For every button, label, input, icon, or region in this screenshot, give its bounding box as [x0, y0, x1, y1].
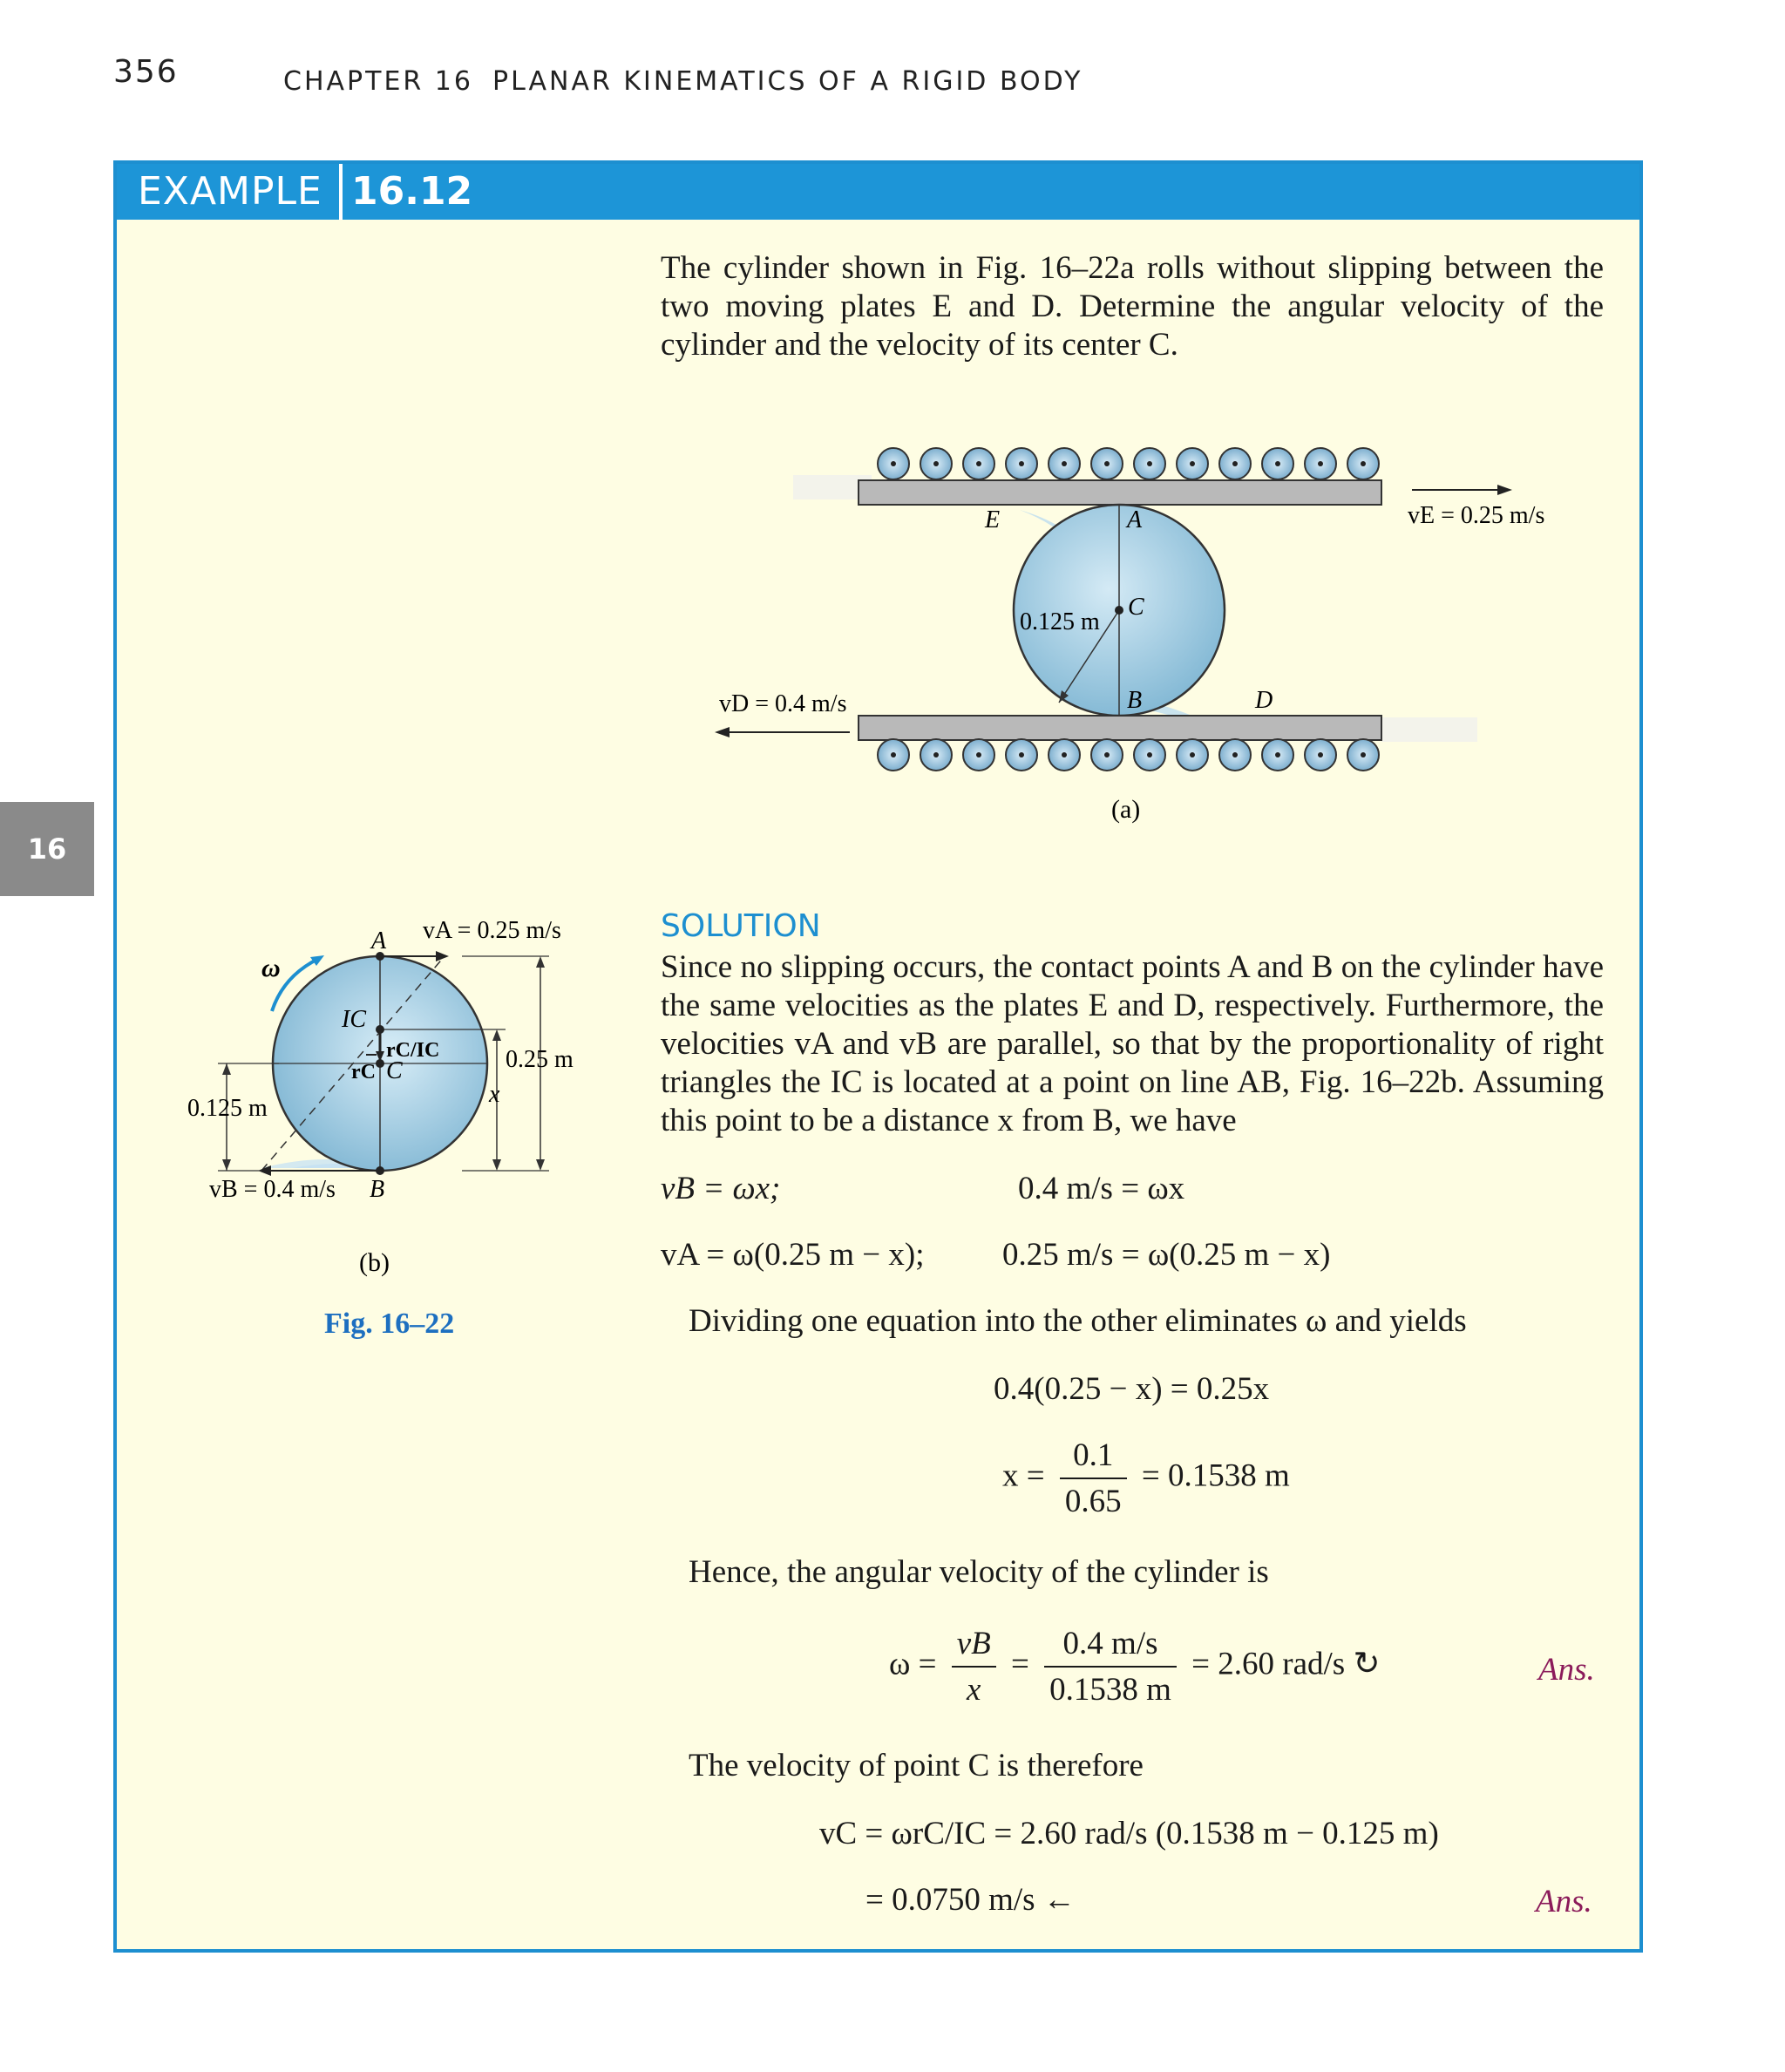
example-title-bar [117, 164, 1639, 220]
equation-5-fraction-1 [952, 1625, 996, 1709]
page-number: 356 [113, 54, 179, 90]
equation-1-left: vB = ωx; [661, 1171, 781, 1206]
fig-b-omega: ω [261, 954, 281, 982]
fig-a-vE: vE = 0.25 m/s [1408, 502, 1545, 529]
equation-4-rhs: = 0.1538 m [1141, 1457, 1290, 1494]
equation-4-fraction [1060, 1437, 1127, 1520]
chapter-label: CHAPTER 16 [283, 66, 473, 97]
answer-label-1: Ans. [1538, 1652, 1595, 1688]
figure-label: Fig. 16–22 [324, 1308, 455, 1340]
equation-2-right: 0.25 m/s = ω(0.25 m − x) [1002, 1237, 1331, 1273]
fig-b-rCIC: rC/IC [386, 1039, 440, 1062]
equation-2-left: vA = ω(0.25 m − x); [661, 1237, 925, 1273]
equation-7: = 0.0750 m/s ← [865, 1882, 1076, 1918]
fig-a-caption: (a) [1111, 795, 1141, 824]
solution-paragraph-2: Dividing one equation into the other eliminates ω and yields [689, 1303, 1467, 1339]
equation-5-rhs: = 2.60 rad/s ↻ [1191, 1646, 1381, 1682]
fig-b-dim-025: 0.25 m [506, 1046, 574, 1073]
fig-b-label-A: A [371, 927, 387, 954]
fig-b-caption: (b) [359, 1248, 390, 1277]
answer-label-2: Ans. [1536, 1884, 1592, 1919]
fig-b-vB: vB = 0.4 m/s [209, 1176, 336, 1203]
fig-b-label-B: B [370, 1176, 385, 1203]
fig-b-rC: rC [351, 1061, 376, 1084]
equation-6: vC = ωrC/IC = 2.60 rad/s (0.1538 m − 0.125 m) [819, 1816, 1439, 1851]
equation-5-den-1: x [967, 1672, 981, 1708]
fig-b-vA: vA = 0.25 m/s [423, 917, 561, 944]
solution-heading: SOLUTION [661, 908, 821, 944]
fig-a-label-A: A [1127, 506, 1143, 533]
equation-5-den-2: 0.1538 m [1049, 1672, 1171, 1708]
equation-3: 0.4(0.25 − x) = 0.25x [994, 1371, 1270, 1407]
fig-b-label-C: C [386, 1057, 403, 1084]
equation-5-fraction-2 [1044, 1625, 1177, 1709]
chapter-side-tab: 16 [0, 802, 94, 896]
solution-paragraph-1: Since no slipping occurs, the contact points A and B on the cylinder have the same velocities as the plates E and D, respectively. Furthermore, the velocities vA and vB are parallel, so that by the proportionality of right triangles the IC is located at a point on line AB, Fig. 16–22b. Assuming this point to be a distance x from B, we have [661, 949, 1604, 1138]
equation-4-denominator: 0.65 [1064, 1484, 1122, 1519]
solution-paragraph-3: Hence, the angular velocity of the cylinder is [689, 1554, 1269, 1590]
equation-1-right: 0.4 m/s = ωx [1018, 1171, 1185, 1206]
bottom-rollers [878, 739, 1379, 771]
equation-5-num-2: 0.4 m/s [1044, 1625, 1177, 1668]
problem-statement: The cylinder shown in Fig. 16–22a rolls without slipping between the two moving plates E and D. Determine the angular velocity of the cylinder and the velocity of its center C. [661, 250, 1604, 363]
chapter-title: PLANAR KINEMATICS OF A RIGID BODY [492, 66, 1083, 97]
fig-b-dim-x: x [489, 1081, 500, 1108]
figure-b [174, 907, 610, 1290]
fig-b-label-IC: IC [342, 1006, 366, 1033]
fig-a-radius: 0.125 m [1020, 608, 1100, 635]
fig-a-label-C: C [1128, 594, 1144, 621]
equation-4 [1002, 1437, 1290, 1520]
plate-E [859, 480, 1381, 505]
fig-a-vD: vD = 0.4 m/s [719, 690, 847, 717]
equation-5-equals: = [1011, 1646, 1029, 1682]
fig-a-label-B: B [1127, 687, 1143, 714]
figure-a [697, 436, 1569, 837]
plate-D [859, 716, 1381, 740]
equation-4-lhs: x = [1002, 1457, 1045, 1494]
example-number: 16.12 [339, 164, 472, 220]
top-rollers [878, 448, 1379, 479]
example-label: EXAMPLE [138, 169, 322, 214]
equation-5 [889, 1625, 1380, 1709]
equation-5-lhs: ω = [889, 1646, 937, 1682]
fig-a-label-E: E [985, 506, 1001, 533]
fig-a-label-D: D [1255, 687, 1273, 714]
solution-paragraph-4: The velocity of point C is therefore [689, 1748, 1144, 1783]
fig-b-dim-0125: 0.125 m [187, 1095, 268, 1122]
equation-5-num-1: vB [952, 1625, 996, 1668]
equation-4-numerator: 0.1 [1060, 1437, 1127, 1479]
